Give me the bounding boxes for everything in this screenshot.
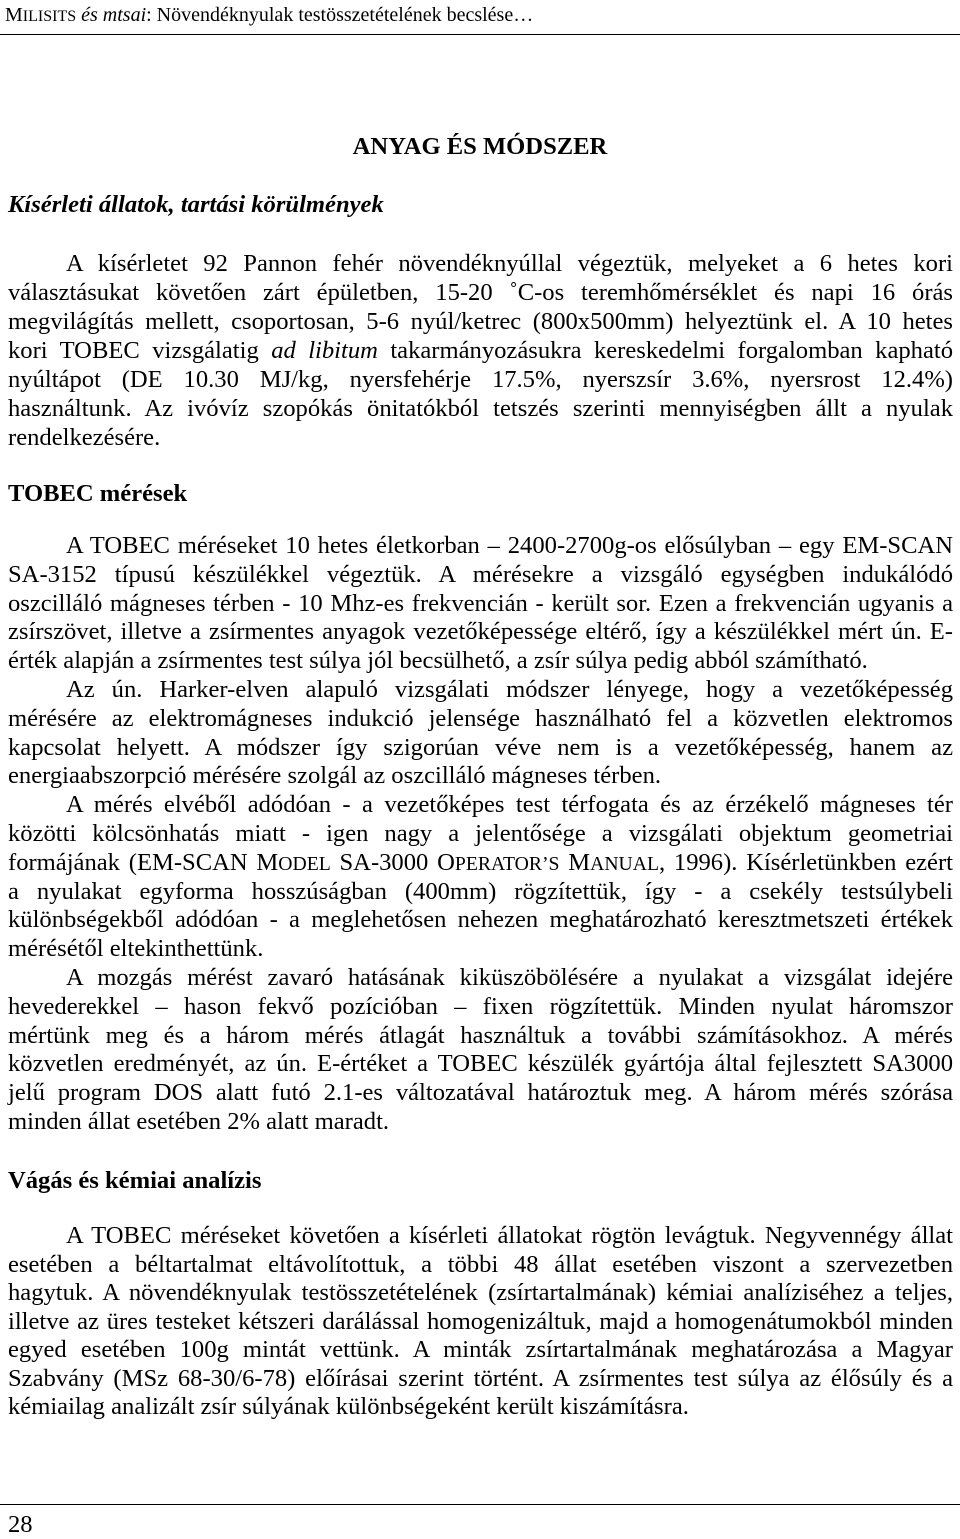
text-line: SA-3152 típusú készülékkel végeztük. A mérésekre a vizsgáló egységben indukálódó: [8, 560, 953, 588]
text-segment: , 1996). Kísérletünkben ezért: [658, 848, 953, 876]
section-heading: Vágás és kémiai analízis: [8, 1167, 262, 1194]
text-line: A kísérletet 92 Pannon fehér növendéknyúllal végeztük, melyeket a 6 hetes kori: [66, 250, 953, 277]
text-line: megvilágítás mellett, csoportosan, 5-6 nyúl/ketrec (800x500mm) helyeztünk el. A 10 hetes: [8, 308, 953, 335]
running-header-text: [5, 4, 533, 28]
citation-small-caps: MODEL: [256, 848, 331, 876]
text-line: jelű program DOS alatt futó 2.1-es változatával határoztuk meg. A három mérés szórása: [8, 1079, 953, 1107]
text-line: választásukat követően zárt épületben, 15-20 ˚C-os teremhőmérséklet és napi 16 órás: [8, 279, 953, 306]
text-line: [8, 336, 953, 365]
text-line: hagytuk. A növendéknyulak testösszetételének (zsírtartalmának) kémiai analíziséhez a teljes,: [8, 1279, 953, 1307]
text-line: kapcsolat helyett. A módszer így szigorúan véve nem is a vezetőképesség, hanem az: [8, 733, 953, 761]
text-line: [8, 849, 953, 878]
text-segment: kori TOBEC vizsgálatig: [8, 337, 272, 364]
text-line: mérésére az elektromágneses indukció jelensége használható fel a közvetlen elektromos: [8, 704, 953, 732]
text-segment: SA-3000: [330, 848, 438, 876]
paragraph: [8, 249, 953, 452]
header-et-al: és mtsai: [81, 4, 147, 26]
text-line: használtunk. Az ivóvíz szopókás önitatókból tetszés szerinti mennyiségben állt a nyulak: [8, 395, 953, 422]
text-line: a nyulakat egyforma hosszúságban (400mm) rögzítettük, így - a csekély testsúlybeli: [8, 877, 953, 905]
header-author: MILISITS: [5, 4, 77, 26]
text-line: illetve az üres testeket kétszeri darálással homogenizáltuk, majd a homogenátumokból minden: [8, 1307, 953, 1335]
paragraph: [8, 532, 953, 1137]
text-line: rendelkezésére.: [8, 424, 161, 451]
text-line: érték alapján a zsírmentes test súlya jól becsülhető, a zsír súlya pedig abból számítható.: [8, 647, 868, 675]
text-line: zsírszövet, illetve a zsírmentes anyagok vezetőképessége eltérő, így a készülékkel mért ún. E-: [8, 618, 953, 646]
text-line: A TOBEC méréseket 10 hetes életkorban – 2400-2700g-os elősúlyban – egy EM-SCAN: [66, 532, 953, 559]
text-line: közötti kölcsönhatás miatt - igen nagy a jelentősége a vizsgálati objektum geometriai: [8, 819, 953, 847]
text-line: minden állat esetében 2% alatt maradt.: [8, 1107, 390, 1135]
text-line: A mozgás mérést zavaró hatásának kiküszöbölésére a nyulakat a vizsgálat idejére: [66, 963, 953, 991]
section-heading: Kísérleti állatok, tartási körülmények: [8, 191, 384, 218]
text-line: közvetlen eredményét, az ún. E-értéket a TOBEC készülék gyártója által fejlesztett SA3000: [8, 1050, 953, 1078]
text-line: kémiailag analizált zsír súlyának különbségeként került kiszámításra.: [8, 1393, 689, 1421]
footer-divider: [0, 1504, 960, 1505]
paragraph: [8, 1222, 953, 1422]
running-header: [0, 0, 960, 35]
citation-small-caps: OPERATOR’S: [437, 848, 560, 876]
text-line: mérésétől eltekinthettünk.: [8, 935, 264, 963]
text-line: Szabvány (MSz 68-30/6-78) előírásai szerint történt. A zsírmentes test súlya az élősúly és a: [8, 1364, 953, 1392]
text-line: nyúltápot (DE 10.30 MJ/kg, nyersfehérje 17.5%, nyerszsír 3.6%, nyersrost 12.4%): [8, 366, 953, 393]
text-line: energiaabszorpció mérésére szolgál az oszcilláló mágneses térben.: [8, 762, 662, 790]
text-line: oszcilláló mágneses térben - 10 Mhz-es frekvencián - került sor. Ezen a frekvencián ugyanis a: [8, 589, 953, 617]
italic-term: ad libitum: [271, 337, 378, 364]
text-line: Az ún. Harker-elven alapuló vizsgálati módszer lényege, hogy a vezetőképesség: [66, 675, 953, 703]
chapter-title: ANYAG ÉS MÓDSZER: [352, 133, 608, 160]
section-heading: TOBEC mérések: [8, 480, 188, 507]
text-line: mértünk meg és a három mérés átlagát használtuk a további számításokhoz. A mérés: [8, 1021, 953, 1049]
text-line: esetében a béltartalmat eltávolítottuk, a többi 48 állat esetében viszont a szervezetben: [8, 1250, 953, 1278]
text-line: hevederekkel – hason fekvő pozícióban – fixen rögzítettük. Minden nyulat háromszor: [8, 992, 953, 1020]
text-line: különbségekből adódóan - a meglehetősen nehezen meghatározható keresztmetszeti értékek: [8, 906, 953, 934]
text-segment: [559, 849, 568, 876]
header-title: : Növendéknyulak testösszetételének becslése…: [146, 4, 534, 26]
page-number: 28: [8, 1511, 33, 1538]
text-line: egyed esetében 100g mintát vettünk. A minták zsírtartalmának meghatározása a Magyar: [8, 1336, 953, 1364]
text-segment: formájának (EM-SCAN: [8, 848, 257, 876]
text-segment: takarmányozásukra kereskedelmi forgalomban kapható: [377, 337, 953, 364]
text-line: A TOBEC méréseket követően a kísérleti állatokat rögtön levágtuk. Negyvennégy állat: [66, 1222, 953, 1249]
text-line: A mérés elvéből adódóan - a vezetőképes test térfogata és az érzékelő mágneses tér: [66, 791, 953, 819]
citation-small-caps: MANUAL: [568, 848, 659, 876]
